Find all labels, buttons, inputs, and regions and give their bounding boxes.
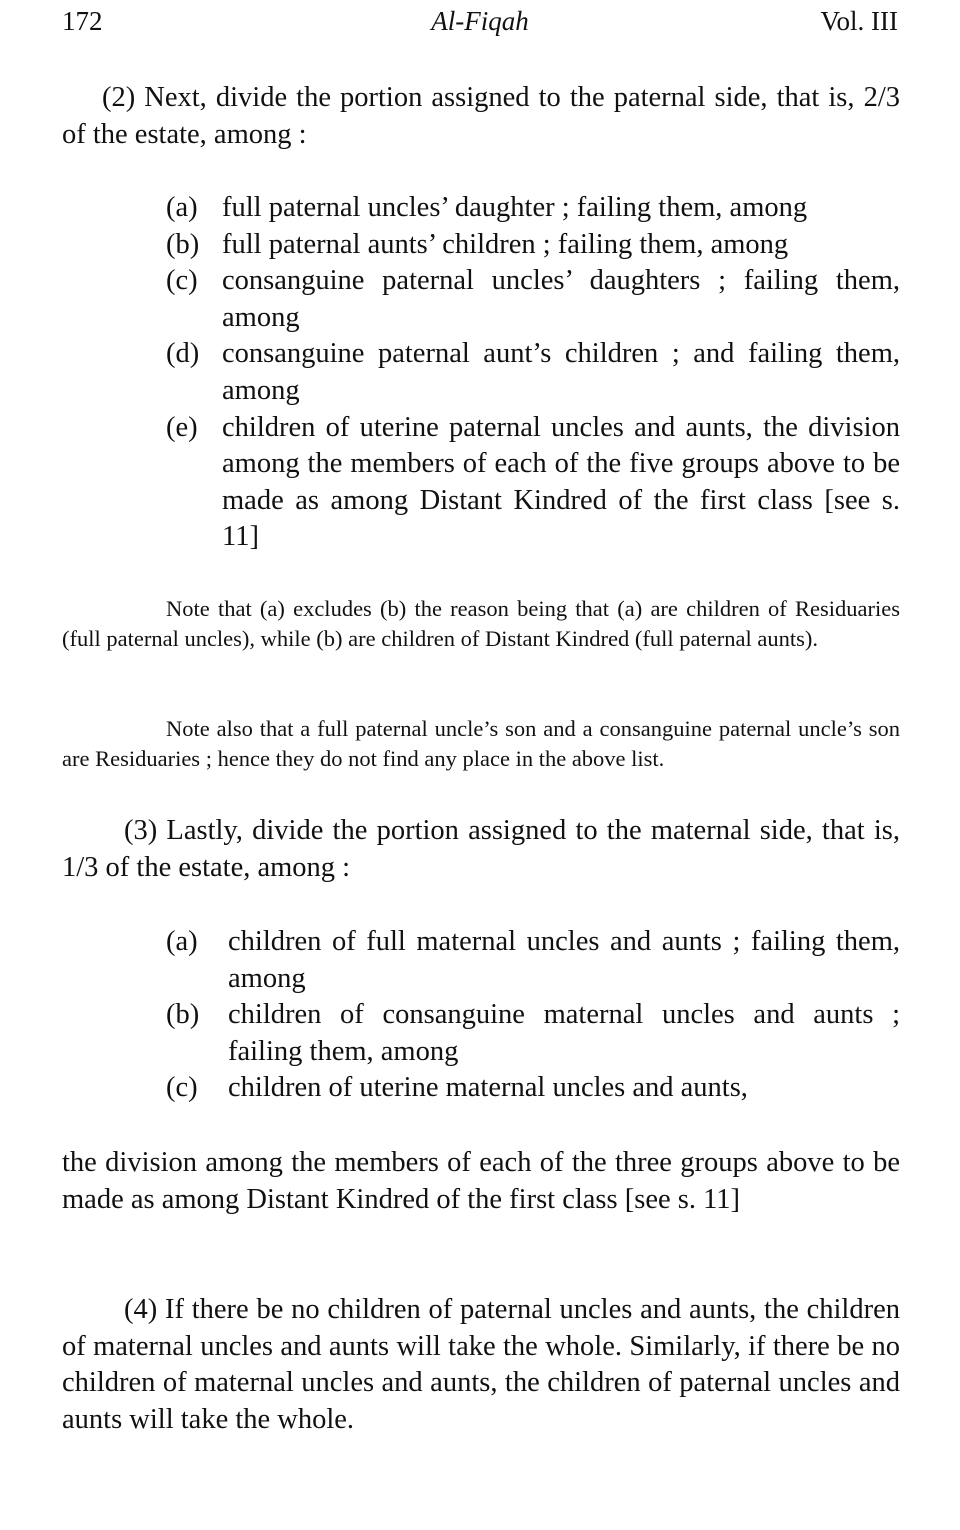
list-item-text: children of uterine maternal uncles and aunts, xyxy=(228,1072,748,1104)
list-item xyxy=(166,410,900,556)
list-item xyxy=(166,924,900,997)
list-item xyxy=(166,227,900,264)
list-item-text: full paternal uncles’ daughter ; failing them, among xyxy=(222,192,808,223)
note-1: Note that (a) excludes (b) the reason being that (a) are children of Residuaries (full paternal uncles), while (b) are children of Distant Kindred (full paternal aunts). xyxy=(62,596,900,651)
list-item xyxy=(166,263,900,336)
list-item xyxy=(166,336,900,409)
list-item xyxy=(166,190,900,227)
paternal-list xyxy=(166,190,900,556)
paragraph-3: (3) Lastly, divide the portion assigned to the maternal side, that is, 1/3 of the estate, among : xyxy=(62,815,900,883)
list-item-label: (a) xyxy=(166,192,198,223)
list-item-label: (b) xyxy=(166,228,200,260)
maternal-list xyxy=(166,924,900,1107)
paragraph-3-conclusion: the division among the members of each of the three groups above to be made as among Distant Kindred of the first class [see s. 11] xyxy=(62,1147,900,1215)
list-item-text: consanguine paternal uncles’ daughters ; failing them, among xyxy=(222,265,900,333)
page-number: 172 xyxy=(62,6,103,36)
list-item-text: children of consanguine maternal uncles and aunts ; failing them, among xyxy=(228,999,900,1067)
list-item-label: (d) xyxy=(166,338,200,370)
running-header xyxy=(62,6,898,42)
paragraph-4: (4) If there be no children of paternal uncles and aunts, the children of maternal uncles and aunts will take the whole. Similarly, if there be no children of maternal uncles and aunts, the children of paternal uncles and aunts will take the whole. xyxy=(62,1294,900,1435)
list-item-label: (e) xyxy=(166,411,198,443)
list-item-text: children of full maternal uncles and aunts ; failing them, among xyxy=(228,926,900,994)
note-2: Note also that a full paternal uncle’s son and a consanguine paternal uncle’s son are Residuaries ; hence they do not find any place in the above list. xyxy=(62,716,900,771)
list-item-label: (b) xyxy=(166,999,200,1031)
book-title: Al-Fiqah xyxy=(431,6,529,36)
list-item-label: (c) xyxy=(166,1072,198,1104)
volume-label: Vol. III xyxy=(820,6,898,36)
list-item-text: children of uterine paternal uncles and aunts, the division among the members of each of the five groups above to be made as among Distant Kindred of the first class [see s. 11] xyxy=(222,411,900,553)
list-item-text: consanguine paternal aunt’s children ; and failing them, among xyxy=(222,338,900,406)
list-item-text: full paternal aunts’ children ; failing them, among xyxy=(222,228,789,260)
paragraph-2: (2) Next, divide the portion assigned to the paternal side, that is, 2/3 of the estate, among : xyxy=(62,82,900,150)
list-item xyxy=(166,997,900,1070)
list-item-label: (c) xyxy=(166,265,198,297)
list-item-label: (a) xyxy=(166,926,198,957)
list-item xyxy=(166,1070,900,1107)
